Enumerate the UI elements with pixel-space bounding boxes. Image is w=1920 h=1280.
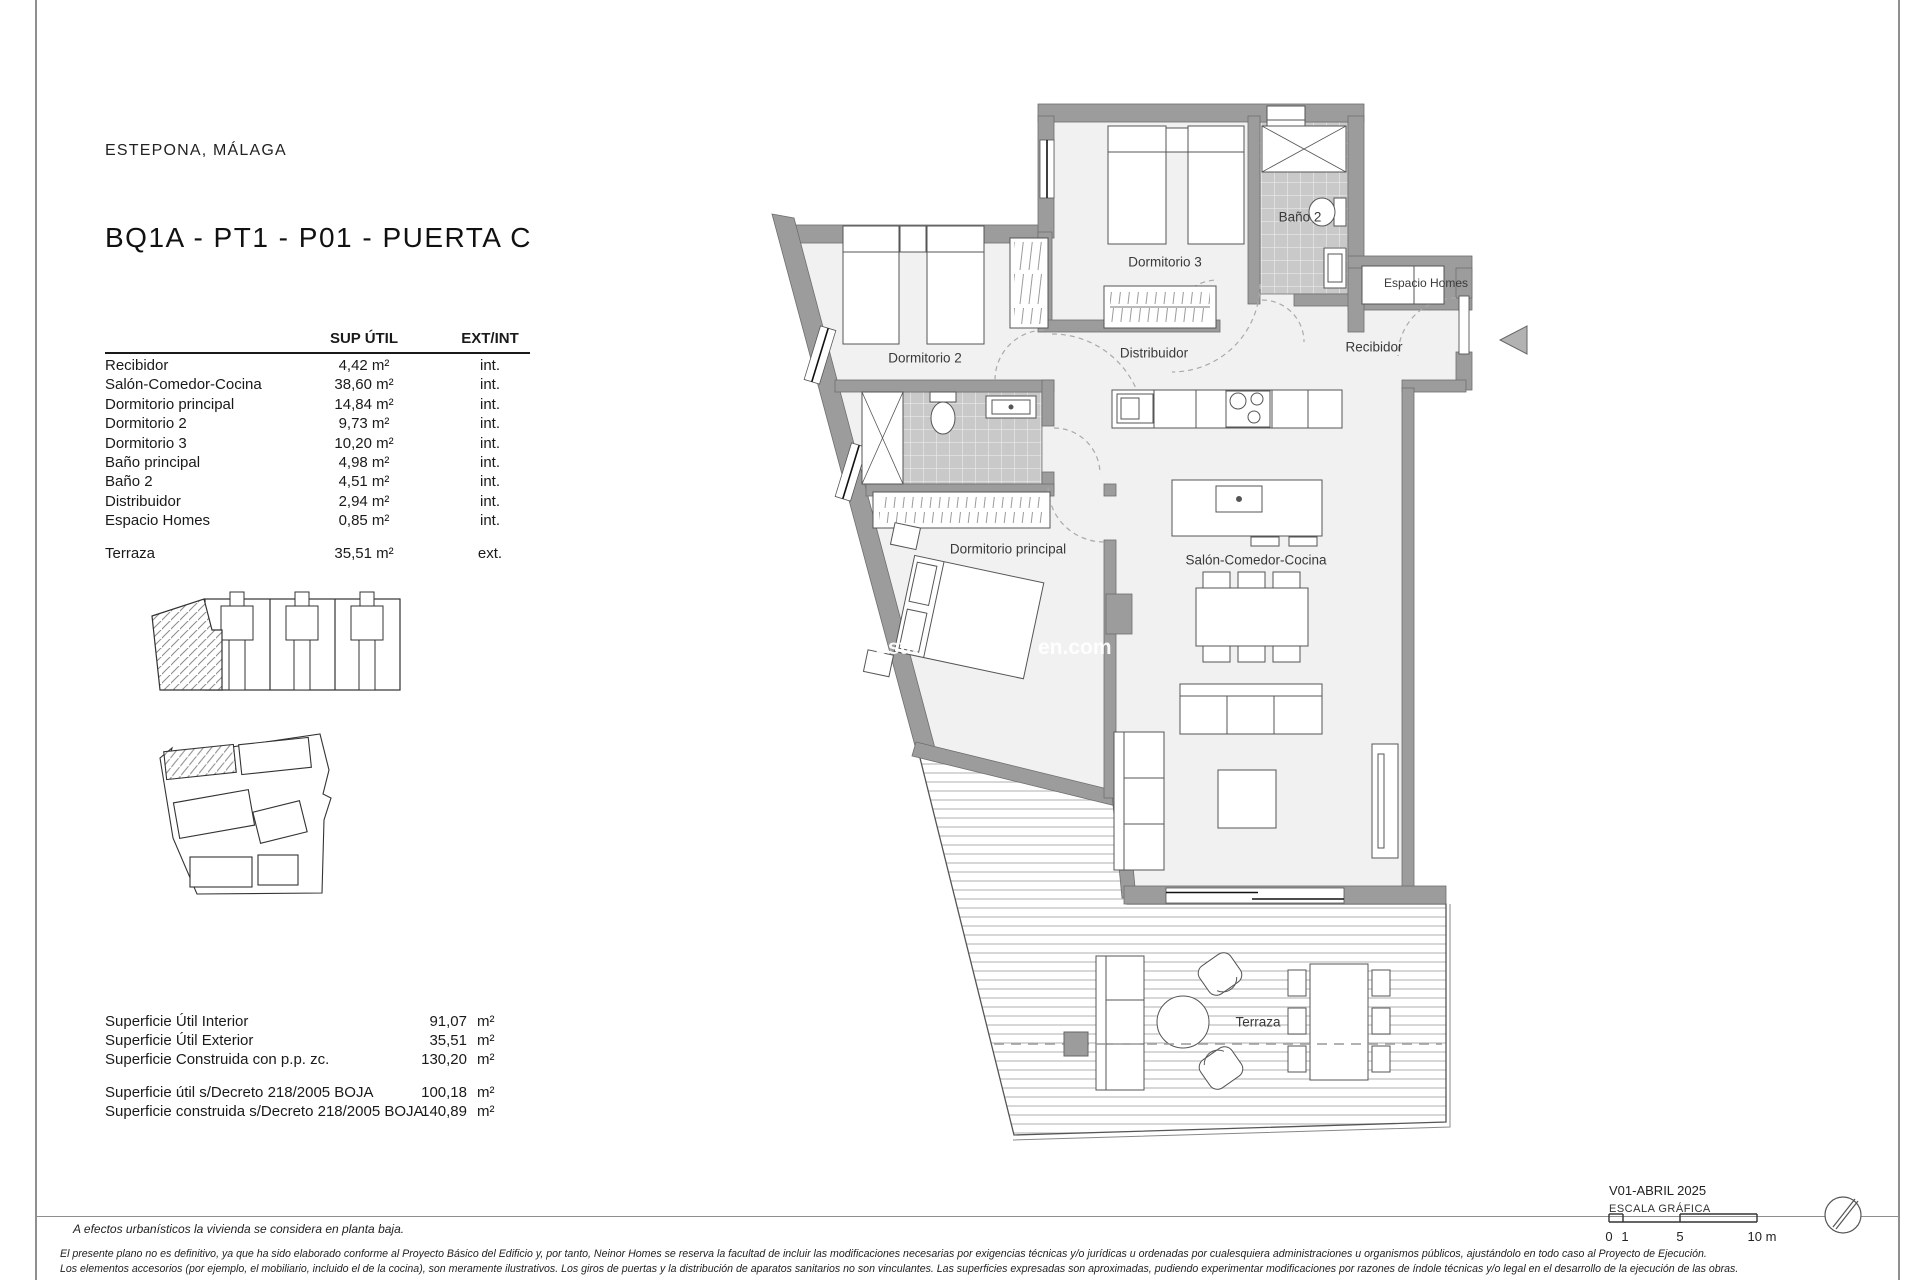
scale-label: ESCALA GRÁFICA <box>1609 1203 1711 1215</box>
room-label-dormitorio-2: Dormitorio 2 <box>888 350 962 366</box>
room-type: int. <box>479 395 500 413</box>
entrance-door <box>1459 296 1469 354</box>
room-area: 35,51 m² <box>334 544 394 562</box>
table-row <box>105 415 535 434</box>
scale-tick-0: 0 <box>1605 1229 1613 1244</box>
dining-table <box>1196 588 1308 646</box>
room-type: int. <box>479 357 500 374</box>
sliding-door <box>1166 888 1344 903</box>
room-name: Dormitorio 2 <box>105 415 187 433</box>
room-label-salon: Salón-Comedor-Cocina <box>1185 552 1327 568</box>
room-area: 0,85 m² <box>338 512 390 530</box>
tv-unit <box>1372 744 1398 858</box>
room-type: int. <box>479 492 500 510</box>
summary-unit: m² <box>477 1013 495 1030</box>
room-type: int. <box>479 415 500 433</box>
chaise <box>1114 732 1164 870</box>
page-title: BQ1A - PT1 - P01 - PUERTA C <box>105 222 532 253</box>
summary-label: Superficie Construida con p.p. zc. <box>105 1051 330 1069</box>
room-area: 4,42 m² <box>338 357 390 374</box>
room-type: int. <box>479 473 500 491</box>
summary-value: 130,20 <box>421 1051 467 1069</box>
footer-disclaimer-line2: Los elementos accesorios (por ejemplo, el mobiliario, incluido el de la cocina), son meramente ilustrativos. Los giros de puertas y la distribución de aparatos sanitarios no son vinculantes. Las superficies expresadas son aproximadas, pudiendo experimentar modificaciones por razones de índole técnicas y/o legal en el desarrollo de la ejecución de las obras. <box>60 1263 1739 1275</box>
room-area: 4,51 m² <box>338 473 390 491</box>
table-row <box>105 357 535 376</box>
table-row <box>105 396 535 415</box>
room-label-terraza: Terraza <box>1235 1014 1281 1030</box>
summary-label: Superficie útil s/Decreto 218/2005 BOJA <box>105 1083 374 1101</box>
sofa <box>1180 684 1322 734</box>
room-name: Dormitorio principal <box>105 395 235 413</box>
room-name: Recibidor <box>105 357 169 374</box>
room-area: 10,20 m² <box>334 434 394 452</box>
room-type: int. <box>479 434 500 452</box>
room-label-dormitorio-principal: Dormitorio principal <box>949 541 1067 557</box>
table-row <box>105 376 535 395</box>
room-label-recibidor: Recibidor <box>1345 339 1403 355</box>
summary-value: 91,07 <box>429 1013 467 1030</box>
entrance-arrow-icon <box>1500 326 1527 354</box>
table-row <box>105 493 535 512</box>
col-sup-util: SUP ÚTIL <box>329 330 399 347</box>
room-name: Baño principal <box>105 453 201 471</box>
outdoor-dining-table <box>1310 964 1368 1080</box>
footer-disclaimer-line1: El presente plano no es definitivo, ya que ha sido elaborado conforme al Proyecto Básico del Edificio y, por tanto, Neinor Homes se reserva la facultad de incluir las modificaciones necesarias por exigencias técnicas y/o jurídicas u ordenadas por cualesquiera administraciones u organismos públicos, ajustándolo en todo caso al Proyecto de Ejecución. <box>60 1248 1707 1260</box>
summary-label: Superficie Útil Interior <box>105 1013 249 1030</box>
watermark: osta <box>875 636 919 659</box>
outdoor-round-table <box>1157 996 1209 1048</box>
room-label-dormitorio-3: Dormitorio 3 <box>1128 254 1202 270</box>
table-rule <box>105 352 530 354</box>
watermark: en.com <box>1038 636 1112 659</box>
scale-tick-1: 1 <box>1621 1229 1629 1244</box>
summary-unit: m² <box>477 1102 495 1120</box>
room-name: Baño 2 <box>105 473 153 491</box>
room-area: 4,98 m² <box>338 453 390 471</box>
room-name: Salón-Comedor-Cocina <box>105 376 262 394</box>
site-diagram-building <box>152 592 400 690</box>
areas-table-header <box>105 330 535 352</box>
table-row <box>105 473 535 492</box>
room-name: Terraza <box>105 544 156 562</box>
room-area: 9,73 m² <box>338 415 390 433</box>
dorm2-furniture <box>843 226 1048 344</box>
table-row <box>105 545 535 564</box>
table-row <box>105 512 535 531</box>
room-name: Dormitorio 3 <box>105 434 187 452</box>
col-ext-int: EXT/INT <box>461 330 519 347</box>
outdoor-sofa <box>1096 956 1144 1090</box>
table-row <box>105 435 535 454</box>
scale-tick-10m: 10 m <box>1747 1229 1777 1244</box>
terrace-pillar <box>1064 1032 1088 1056</box>
room-type: int. <box>479 376 500 394</box>
room-label-distribuidor: Distribuidor <box>1119 345 1189 361</box>
footer-note: A efectos urbanísticos la vivienda se considera en planta baja. <box>73 1222 405 1236</box>
summary-unit: m² <box>477 1083 495 1101</box>
summary-label: Superficie Útil Exterior <box>105 1032 254 1050</box>
room-name: Espacio Homes <box>105 512 211 530</box>
room-area: 38,60 m² <box>334 376 394 394</box>
summary-value: 140,89 <box>421 1102 467 1120</box>
room-label-bano-2: Baño 2 <box>1278 209 1322 225</box>
summary-value: 100,18 <box>421 1083 467 1101</box>
room-label-espacio-homes: Espacio Homes <box>1383 276 1469 290</box>
summary-unit: m² <box>477 1051 495 1069</box>
site-diagram-parcel <box>160 734 331 894</box>
table-row <box>105 454 535 473</box>
summary-value: 35,51 <box>429 1032 467 1050</box>
room-area: 2,94 m² <box>338 492 390 510</box>
plan-version: V01-ABRIL 2025 <box>1609 1183 1707 1198</box>
room-type: int. <box>479 453 500 471</box>
room-type: ext. <box>477 544 503 562</box>
scale-bar <box>1609 1214 1757 1222</box>
north-indicator-icon <box>1825 1197 1861 1233</box>
room-type: int. <box>479 512 500 530</box>
areas-table <box>105 330 535 564</box>
summary-label: Superficie construida s/Decreto 218/2005 BOJA <box>105 1102 424 1120</box>
washer-icon <box>1267 106 1305 126</box>
location-label: ESTEPONA, MÁLAGA <box>105 142 287 159</box>
coffee-table <box>1218 770 1276 828</box>
room-name: Distribuidor <box>105 492 181 510</box>
summary-unit: m² <box>477 1032 495 1050</box>
room-area: 14,84 m² <box>334 395 394 413</box>
scale-tick-5: 5 <box>1676 1229 1684 1244</box>
